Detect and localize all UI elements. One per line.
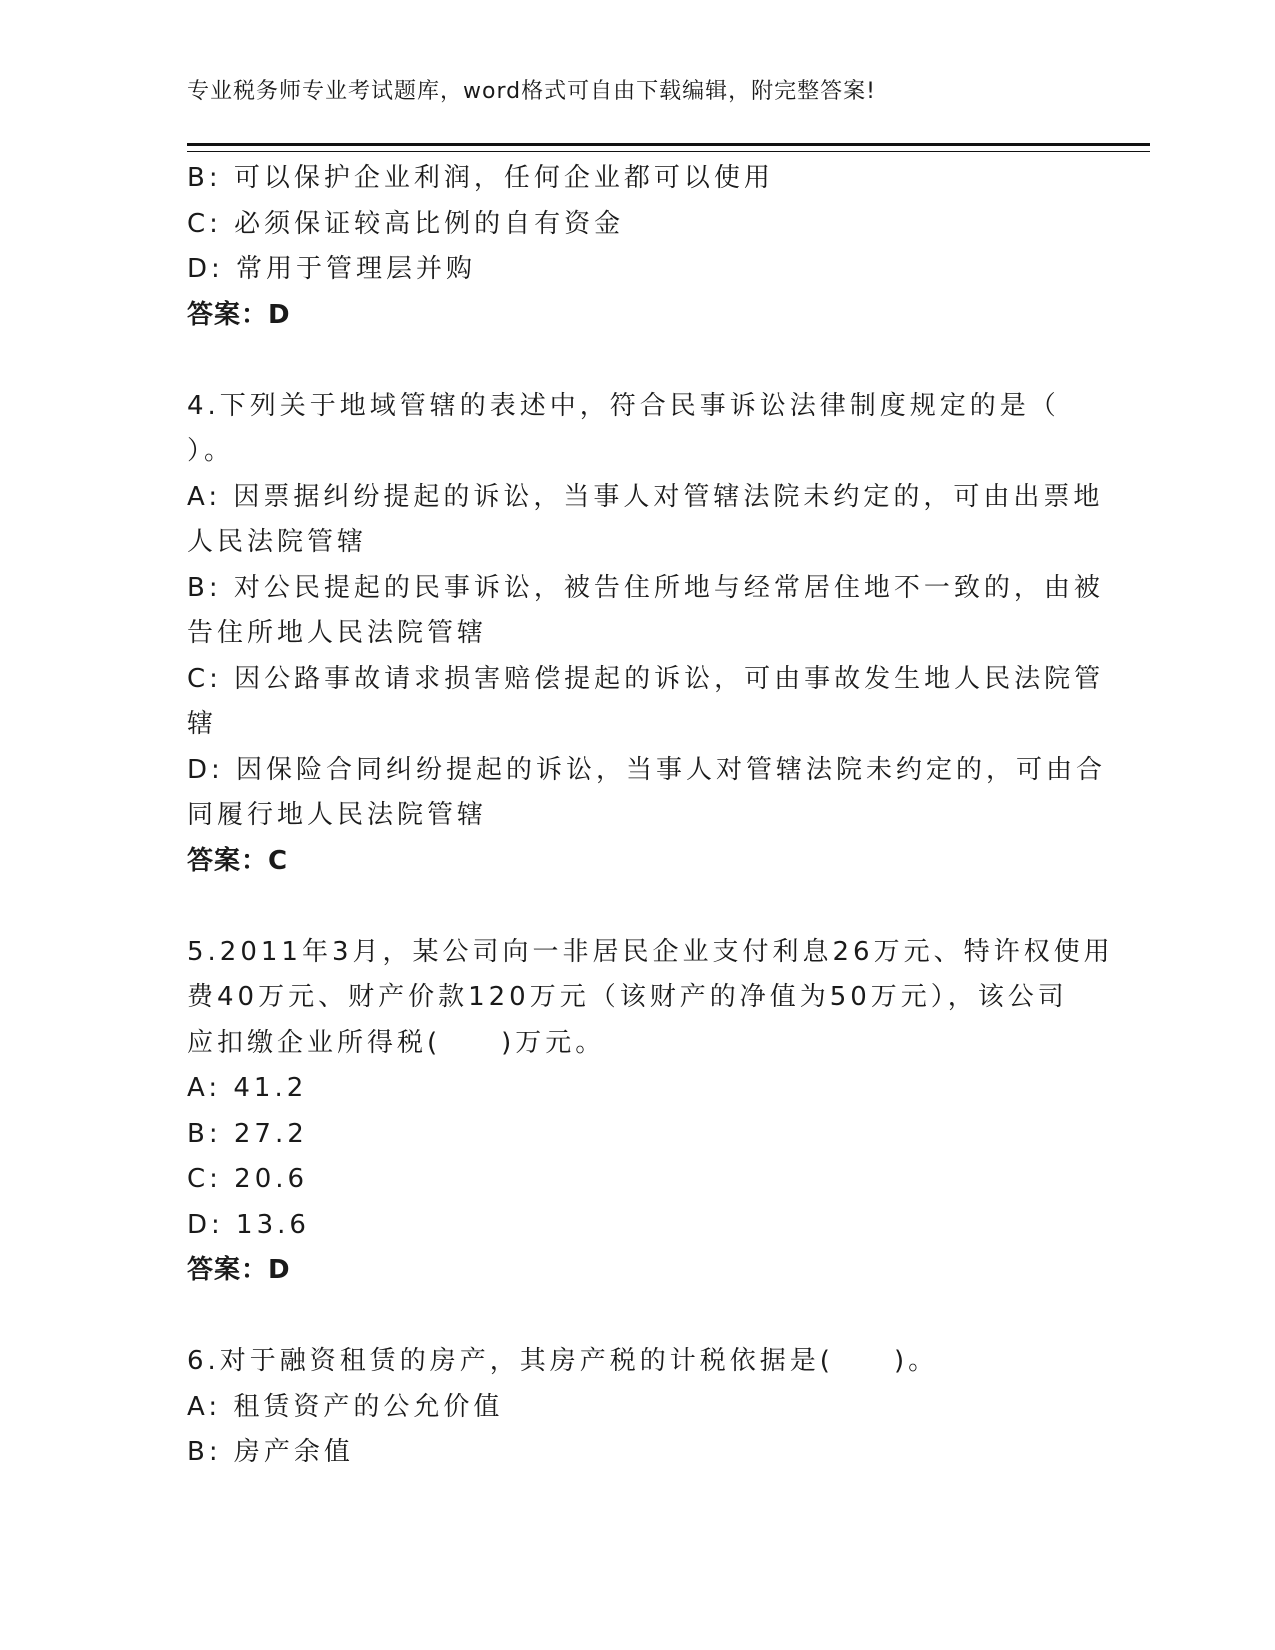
header-rule-thin [187,151,1150,152]
q3-option-b: B: 可以保护企业利润，任何企业都可以使用 [187,163,774,193]
q6-stem: 6.对于融资租赁的房产，其房产税的计税依据是( )。 [187,1346,939,1376]
q4-answer: 答案：C [187,845,289,876]
q5-stem-line-3: 应扣缴企业所得税( )万元。 [187,1027,606,1058]
q4-option-d-line-1: D: 因保险合同纠纷提起的诉讼，当事人对管辖法院未约定的，可由合 [187,754,1107,785]
q4-option-c-line-1: C: 因公路事故请求损害赔偿提起的诉讼，可由事故发生地人民法院管 [187,663,1105,694]
q3-option-d: D: 常用于管理层并购 [187,254,477,284]
question-4 [187,384,1107,885]
q5-answer: 答案：D [187,1255,291,1285]
q5-option-c: C: 20.6 [187,1164,309,1194]
header-rule-thick [187,143,1150,146]
spacer [187,338,1087,384]
q4-option-c-line-2: 辖 [187,709,218,739]
q4-option-b-line-2: 告住所地人民法院管辖 [187,618,488,648]
q4-stem-line-1: 4.下列关于地域管辖的表述中，符合民事诉讼法律制度规定的是（ [187,390,1060,421]
question-6 [187,1339,1087,1476]
spacer [187,884,1087,930]
q6-option-a: A: 租赁资产的公允价值 [187,1391,504,1422]
q4-stem-line-2: ）。 [187,436,235,466]
q3-option-c: C: 必须保证较高比例的自有资金 [187,208,625,239]
q4-option-a-line-2: 人民法院管辖 [187,527,368,557]
question-5 [187,930,1114,1294]
header-note: 专业税务师专业考试题库，word格式可自由下载编辑，附完整答案! [187,79,876,104]
q5-option-b: B: 27.2 [187,1118,308,1149]
q3-answer: 答案：D [187,299,291,330]
q4-option-b-line-1: B: 对公民提起的民事诉讼，被告住所地与经常居住地不一致的，由被 [187,572,1104,603]
question-content [187,156,1114,1476]
q6-option-b: B: 房产余值 [187,1437,354,1467]
q4-option-a-line-1: A: 因票据纠纷提起的诉讼，当事人对管辖法院未约定的，可由出票地 [187,481,1104,512]
q5-stem-line-1: 5.2011年3月，某公司向一非居民企业支付利息26万元、特许权使用 [187,936,1114,967]
q5-stem-line-2: 费40万元、财产价款120万元（该财产的净值为50万元），该公司 [187,982,1068,1012]
spacer [187,1294,1087,1340]
q4-option-d-line-2: 同履行地人民法院管辖 [187,800,488,830]
question-3 [187,156,1087,338]
q5-option-a: A: 41.2 [187,1073,308,1103]
q5-option-d: D: 13.6 [187,1209,310,1240]
